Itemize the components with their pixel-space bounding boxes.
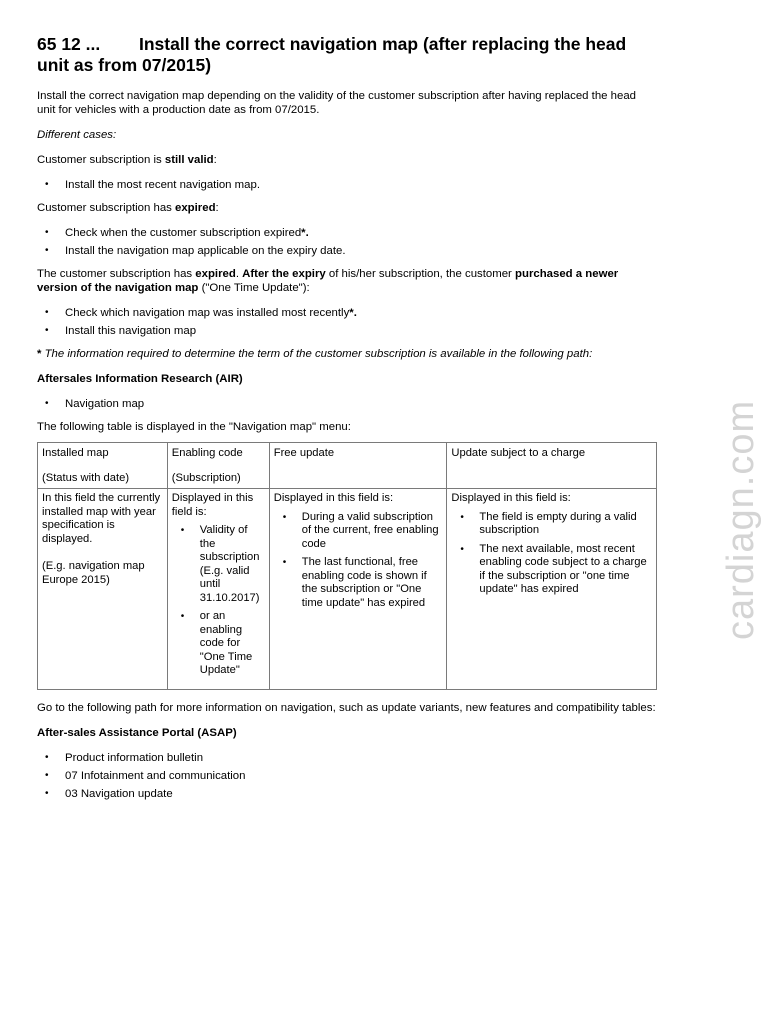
list-item: • Validity of the subscription (E.g. valid until 31.10.2017) <box>200 524 265 605</box>
asap-heading: After-sales Assistance Portal (ASAP) <box>37 726 237 739</box>
case3-text: The customer subscription has expired. After the expiry of his/her subscription, the customer purchased a newer version of the navigation map ("One Time Update"): <box>37 268 619 294</box>
header-enabling-code: Enabling code (Subscription) <box>167 443 269 489</box>
list-item: • The next available, most recent enabling code subject to a charge if the subscription or "one time update" has expired <box>479 543 652 597</box>
list-item: • Check when the customer subscription expired*. <box>65 226 657 240</box>
case2-list <box>37 226 657 258</box>
air-heading: Aftersales Information Research (AIR) <box>37 373 243 385</box>
list-item: • Check which navigation map was installed most recently*. <box>65 306 657 320</box>
list-item: • 07 Infotainment and communication <box>65 769 657 783</box>
list-item: • Navigation map <box>65 397 657 411</box>
list-item: • 03 Navigation update <box>65 787 657 801</box>
case2-text: Customer subscription has expired: <box>37 202 219 214</box>
table-header-row <box>38 443 657 489</box>
cell-enabling-code: Displayed in this field is: • Validity of the subscription (E.g. valid until 31.10.2017) • or an enabling code for "One Time Update" <box>167 489 269 690</box>
case3-list <box>37 306 657 338</box>
different-cases-label: Different cases: <box>37 129 117 141</box>
list-item: • or an enabling code for "One Time Update" <box>200 610 265 678</box>
header-free-update: Free update <box>269 443 447 489</box>
header-update-charge: Update subject to a charge <box>447 443 657 489</box>
list-item: • The field is empty during a valid subscription <box>479 511 652 538</box>
section-title: Install the correct navigation map (after replacing the head unit as from 07/2015) <box>37 34 627 75</box>
asap-list <box>37 751 657 801</box>
case1-text: Customer subscription is still valid: <box>37 154 217 166</box>
cell-installed-map: In this field the currently installed map with year specification is displayed. (E.g. navigation map Europe 2015) <box>38 489 168 690</box>
document-page <box>37 34 657 810</box>
table-intro: The following table is displayed in the "Navigation map" menu: <box>37 421 351 433</box>
goto-paragraph: Go to the following path for more information on navigation, such as update variants, new features and compatibility tables: <box>37 701 656 714</box>
navigation-map-table <box>37 442 657 690</box>
air-list <box>37 397 657 411</box>
table-row <box>38 489 657 690</box>
page-title <box>37 34 657 76</box>
watermark-text: cardiagn.com <box>720 399 762 640</box>
footnote: * The information required to determine the term of the customer subscription is available in the following path: <box>37 348 593 360</box>
cell-update-charge: Displayed in this field is: • The field is empty during a valid subscription • The next available, most recent enabling code subject to a charge if the subscription or "one time update" has expired <box>447 489 657 690</box>
intro-paragraph: Install the correct navigation map depending on the validity of the customer subscription after having replaced the head unit for vehicles with a production date as from 07/2015. <box>37 90 637 116</box>
list-item: • Install this navigation map <box>65 324 657 338</box>
list-item: • Install the navigation map applicable on the expiry date. <box>65 244 657 258</box>
cell-free-update: Displayed in this field is: • During a valid subscription of the current, free enabling code • The last functional, free enabling code is shown if the subscription or "One time update" has expired <box>269 489 447 690</box>
list-item: • Product information bulletin <box>65 751 657 765</box>
case1-list <box>37 178 657 192</box>
header-installed-map: Installed map (Status with date) <box>38 443 168 489</box>
list-item: • The last functional, free enabling code is shown if the subscription or "One time update" has expired <box>302 556 443 610</box>
section-number: 65 12 ... <box>37 34 101 54</box>
list-item: • During a valid subscription of the current, free enabling code <box>302 511 443 552</box>
list-item: • Install the most recent navigation map. <box>65 178 657 192</box>
